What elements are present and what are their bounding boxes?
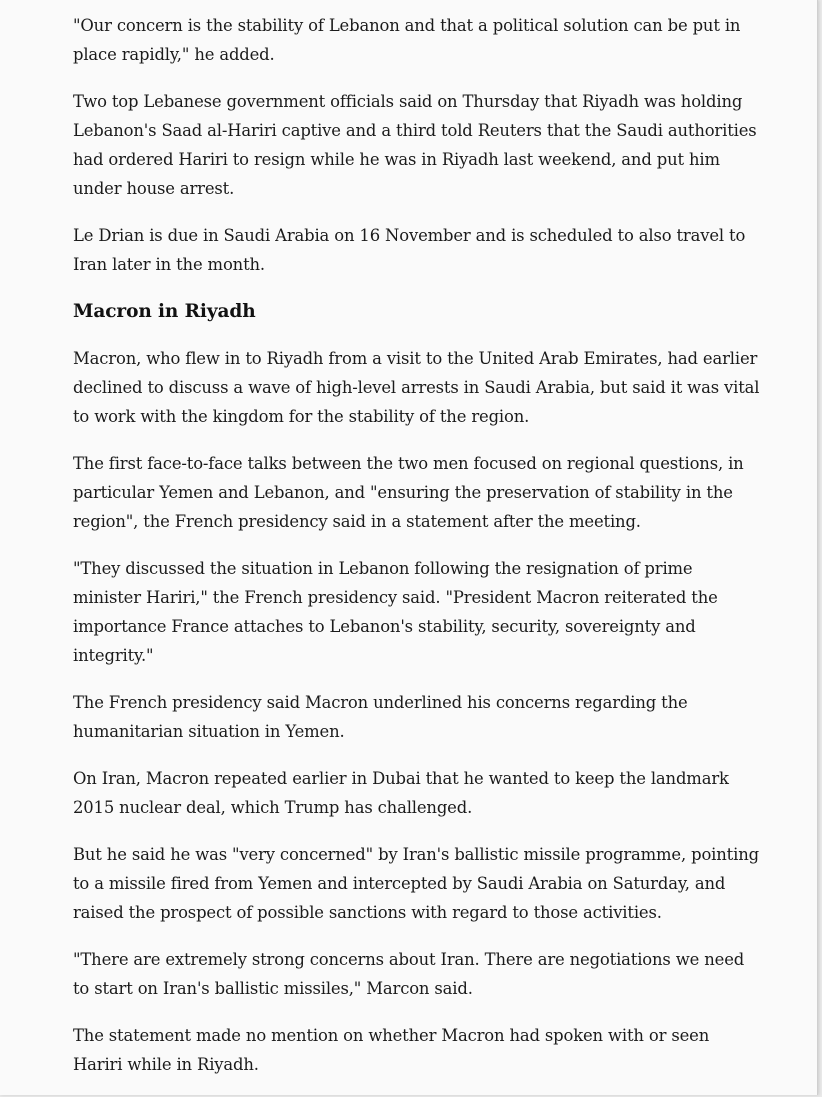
article-paragraph: Two top Lebanese government officials said on Thursday that Riyadh was holding Lebanon's Saad al-Hariri captive and a third told Reuters that the Saudi authorities had ordered Hariri to resign while he was in Riyadh last weekend, and put him under house arrest. (73, 92, 757, 198)
article-paragraph: The first face-to-face talks between the two men focused on regional questions, in particular Yemen and Lebanon, and "ensuring the preservation of stability in the region", the French presidency said in a statement after the meeting. (73, 454, 744, 531)
article-paragraph: "There are extremely strong concerns about Iran. There are negotiations we need to start on Iran's ballistic missiles," Marcon said. (73, 950, 745, 998)
article-paragraph: "They discussed the situation in Lebanon following the resignation of prime minister Hariri," the French presidency said. "President Macron reiterated the importance France attaches to Lebanon's stability, security, sovereignty and integrity." (73, 559, 718, 665)
article-paragraph: On Iran, Macron repeated earlier in Dubai that he wanted to keep the landmark 2015 nuclear deal, which Trump has challenged. (73, 769, 729, 817)
article-paragraph: "Our concern is the stability of Lebanon and that a political solution can be put in place rapidly," he added. (73, 16, 741, 64)
article-paragraph: The statement made no mention on whether Macron had spoken with or seen Hariri while in Riyadh. (73, 1026, 710, 1074)
article-paragraph: Macron, who flew in to Riyadh from a visit to the United Arab Emirates, had earlier declined to discuss a wave of high-level arrests in Saudi Arabia, but said it was vital to work with the kingdom for the stability of the region. (73, 349, 760, 426)
article-body (73, 11, 763, 1097)
article-paragraph: Le Drian is due in Saudi Arabia on 16 November and is scheduled to also travel to Iran later in the month. (73, 226, 746, 274)
section-heading: Macron in Riyadh (73, 301, 256, 322)
article-paragraph: The French presidency said Macron underlined his concerns regarding the humanitarian situation in Yemen. (73, 693, 688, 741)
article-paragraph: But he said he was "very concerned" by Iran's ballistic missile programme, pointing to a missile fired from Yemen and intercepted by Saudi Arabia on Saturday, and raised the prospect of possible sanctions with regard to those activities. (73, 845, 759, 922)
